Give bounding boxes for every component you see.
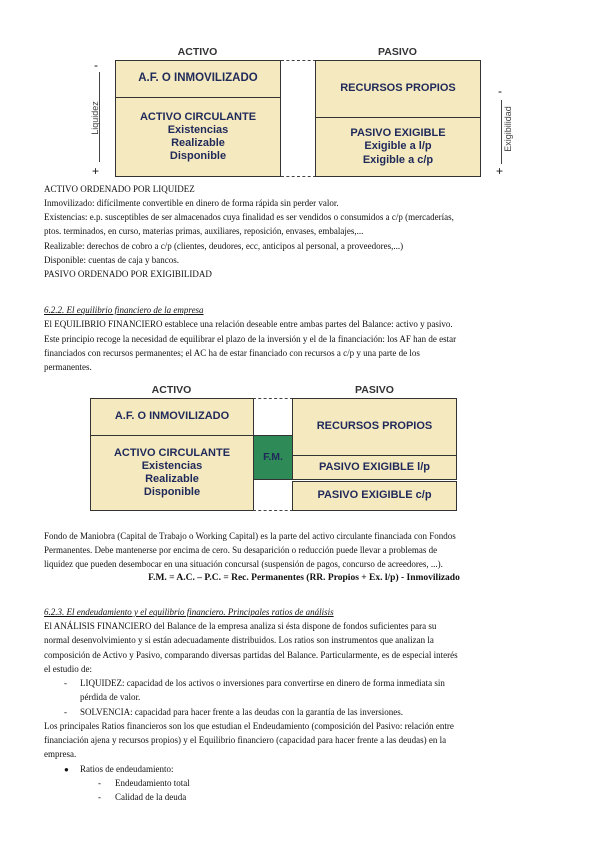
pasivo-title: PASIVO: [355, 384, 394, 396]
pasivo-exigible-lp-box: [292, 455, 457, 480]
ac-disponible: Disponible: [143, 486, 201, 499]
text-line: Existencias: e.p. susceptibles de ser almacenados cuya finalidad es ser vendidos o consumidos a c/p (mercaderías,: [44, 212, 454, 222]
fm-formula: F.M. = A.C. – P.C. = Rec. Permanentes (RR. Propios + Ex. l/p) - Inmovilizado: [148, 573, 460, 583]
ac-disponible: Disponible: [169, 150, 227, 163]
list-item: SOLVENCIA: capacidad para hacer frente a las deudas con la garantía de las inversiones.: [80, 707, 404, 717]
liquidez-plus: +: [92, 164, 100, 178]
ac-title: ACTIVO CIRCULANTE: [139, 110, 257, 123]
text-line: Realizable: derechos de cobro a c/p (clientes, deudores, ecc, anticipos al personal, a proveedores,...): [44, 241, 404, 251]
activo-circulante-box: [90, 435, 254, 511]
text-line: PASIVO ORDENADO POR EXIGIBILIDAD: [44, 269, 212, 279]
exigibilidad-label: Exigibilidad: [503, 106, 513, 152]
text-line: Permanentes. Debe mantenerse por encima de cero. Su desaparición o reducción puede llevar a problemas de: [44, 545, 438, 555]
text-line: Disponible: cuentas de caja y bancos.: [44, 255, 179, 265]
recursos-propios-box: [315, 60, 481, 118]
text-line: ACTIVO ORDENADO POR LIQUIDEZ: [44, 184, 195, 194]
pe-cp-label: PASIVO EXIGIBLE c/p: [317, 489, 432, 502]
pe-lp-label: PASIVO EXIGIBLE l/p: [318, 460, 431, 473]
text-line: financiación ajena y recursos propios) y el Equilibrio financiero (capacidad para hacer frente a las deudas) en la: [44, 735, 447, 745]
text-line: Fondo de Maniobra (Capital de Trabajo o Working Capital) es la parte del activo circulante financiada con Fondos: [44, 531, 456, 541]
fondo-maniobra-box: [253, 435, 293, 480]
exigibilidad-axis-line: [501, 100, 502, 164]
fm-label: F.M.: [263, 451, 283, 464]
recursos-propios-box: [292, 398, 457, 456]
list-item: Calidad de la deuda: [115, 792, 187, 802]
exigibilidad-minus: -: [498, 84, 502, 98]
pe-title: PASIVO EXIGIBLE: [350, 127, 446, 140]
ac-realizable: Realizable: [145, 473, 199, 485]
pasivo-title: PASIVO: [378, 46, 417, 58]
text-line: normal desenvolvimiento y si están adecuadamente distribuidos. Los ratios son instrumentos que analizan la: [44, 635, 434, 645]
activo-title: ACTIVO: [151, 384, 192, 396]
af-inmovilizado-box: [115, 60, 281, 98]
text-line: ptos. terminados, en curso, materias primas, auxiliares, reposición, envases, embalajes,...: [44, 226, 364, 236]
text-line: El ANÁLISIS FINANCIERO del Balance de la empresa analiza si ésta dispone de fondos suficientes para su: [44, 621, 437, 631]
bullet-dash: -: [98, 778, 101, 788]
bullet-dash: -: [64, 707, 67, 717]
text-line: composición de Activo y Pasivo, comparando diversas partidas del Balance. Particularmente, es de especial interés: [44, 650, 458, 660]
exigibilidad-plus: +: [496, 164, 504, 178]
text-line: financiados con recursos permanentes; el AC ha de estar financiado con recursos a c/p y una parte de los: [44, 348, 420, 358]
pasivo-exigible-cp-box: [292, 481, 457, 511]
center-gap: [281, 60, 316, 177]
text-line: empresa.: [44, 749, 77, 759]
list-item: Endeudamiento total: [115, 778, 190, 788]
text-line: Inmovilizado: difícilmente convertible en dinero de forma rápida sin perder valor.: [44, 198, 339, 208]
text-line: Los principales Ratios financieros son los que estudian el Endeudamiento (composición del Pasivo: relación entre: [44, 721, 454, 731]
af-label: A.F. O INMOVILIZADO: [114, 410, 230, 423]
activo-circulante-box: [115, 97, 281, 177]
pe-cp: Exigible a c/p: [362, 153, 434, 166]
text-line: Este principio recoge la necesidad de equilibrar el plazo de la inversión y el de la financiación: los AF han de estar: [44, 334, 457, 344]
section-heading: 6.2.3. El endeudamiento y el equilibrio financiero. Principales ratios de análisis: [44, 607, 334, 617]
list-item: LIQUIDEZ: capacidad de los activos o inversiones para convertirse en dinero de forma inmediata sin: [80, 678, 445, 688]
text-line: liquidez que pueden desembocar en una situación concursal (suspensión de pagos, concurso de acreedores, ...).: [44, 559, 443, 569]
ac-existencias: Existencias: [167, 123, 229, 136]
pe-lp: Exigible a l/p: [364, 140, 432, 153]
ac-title: ACTIVO CIRCULANTE: [113, 446, 231, 459]
text-line: el estudio de:: [44, 664, 92, 674]
bullet-dot: ●: [64, 765, 69, 774]
ratios-title: Ratios de endeudamiento:: [80, 764, 174, 774]
bullet-dash: -: [64, 678, 67, 688]
text-line: El EQUILIBRIO FINANCIERO establece una relación deseable entre ambas partes del Balance: activo y pasivo.: [44, 319, 453, 329]
ac-existencias: Existencias: [141, 459, 203, 472]
pasivo-exigible-box: [315, 117, 481, 177]
liquidez-minus: -: [94, 58, 98, 72]
bullet-dash: -: [98, 792, 101, 802]
section-heading: 6.2.2. El equilibrio financiero de la empresa: [44, 305, 204, 315]
text-line: permanentes.: [44, 362, 92, 372]
af-label: A.F. O INMOVILIZADO: [138, 72, 258, 85]
af-inmovilizado-box: [90, 398, 254, 436]
liquidez-label: Liquidez: [90, 101, 100, 135]
list-item: pérdida de valor.: [80, 692, 141, 702]
rp-label: RECURSOS PROPIOS: [316, 420, 433, 433]
activo-title: ACTIVO: [177, 46, 218, 58]
rp-label: RECURSOS PROPIOS: [340, 82, 456, 95]
ac-realizable: Realizable: [171, 137, 225, 149]
